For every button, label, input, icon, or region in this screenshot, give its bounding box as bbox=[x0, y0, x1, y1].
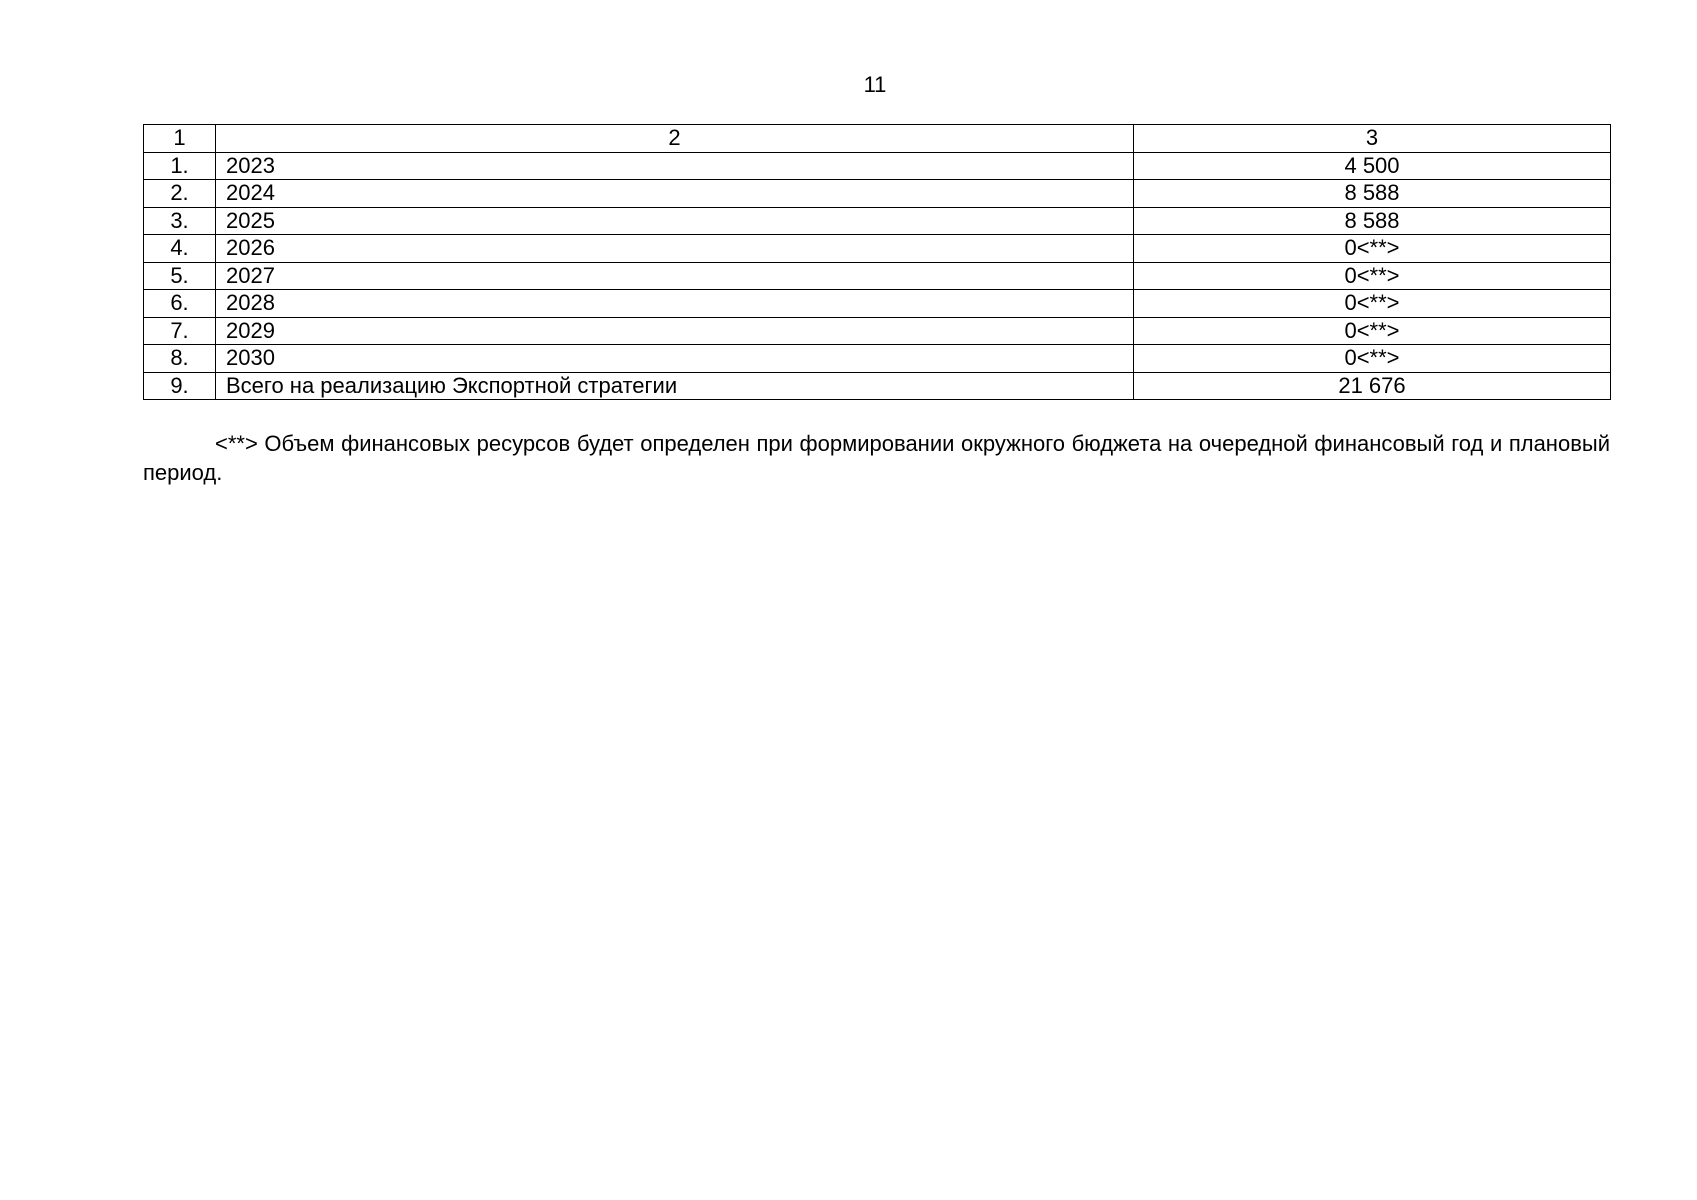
header-cell-1: 1 bbox=[144, 125, 216, 153]
row-number: 6. bbox=[144, 290, 216, 318]
footnote: <**> Объем финансовых ресурсов будет определен при формировании окружного бюджета на очередной финансовый год и плановый период. bbox=[143, 431, 1610, 485]
table-row bbox=[144, 262, 1611, 290]
table-row bbox=[144, 345, 1611, 373]
header-cell-3: 3 bbox=[1134, 125, 1611, 153]
row-name: 2030 bbox=[216, 345, 1134, 373]
row-name: 2024 bbox=[216, 180, 1134, 208]
row-name: 2025 bbox=[216, 207, 1134, 235]
row-name: 2028 bbox=[216, 290, 1134, 318]
table-row bbox=[144, 235, 1611, 263]
row-number: 1. bbox=[144, 152, 216, 180]
table-row-total bbox=[144, 372, 1611, 400]
row-value: 0<**> bbox=[1134, 345, 1611, 373]
row-number: 5. bbox=[144, 262, 216, 290]
row-number: 2. bbox=[144, 180, 216, 208]
row-value: 0<**> bbox=[1134, 235, 1611, 263]
row-number: 7. bbox=[144, 317, 216, 345]
financing-table bbox=[143, 124, 1611, 400]
page-number: 11 bbox=[863, 72, 887, 97]
row-name: 2027 bbox=[216, 262, 1134, 290]
row-value: 8 588 bbox=[1134, 180, 1611, 208]
table-row bbox=[144, 317, 1611, 345]
row-name: 2023 bbox=[216, 152, 1134, 180]
row-value: 8 588 bbox=[1134, 207, 1611, 235]
table-row bbox=[144, 152, 1611, 180]
row-value: 0<**> bbox=[1134, 290, 1611, 318]
table-row bbox=[144, 290, 1611, 318]
row-name: Всего на реализацию Экспортной стратегии bbox=[216, 372, 1134, 400]
row-value: 21 676 bbox=[1134, 372, 1611, 400]
table-row bbox=[144, 207, 1611, 235]
row-number: 8. bbox=[144, 345, 216, 373]
row-number: 3. bbox=[144, 207, 216, 235]
row-number: 9. bbox=[144, 372, 216, 400]
table-header-row bbox=[144, 125, 1611, 153]
row-value: 0<**> bbox=[1134, 317, 1611, 345]
row-name: 2026 bbox=[216, 235, 1134, 263]
row-value: 4 500 bbox=[1134, 152, 1611, 180]
row-number: 4. bbox=[144, 235, 216, 263]
row-value: 0<**> bbox=[1134, 262, 1611, 290]
header-cell-2: 2 bbox=[216, 125, 1134, 153]
row-name: 2029 bbox=[216, 317, 1134, 345]
table-row bbox=[144, 180, 1611, 208]
